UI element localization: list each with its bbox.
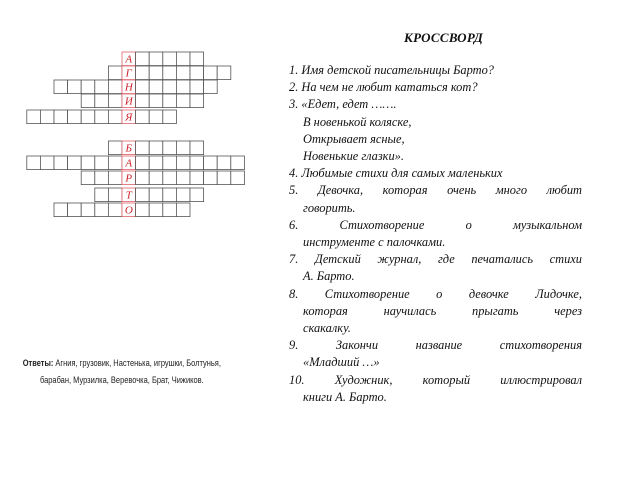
clue-item [289, 165, 582, 182]
crossword-cell [163, 66, 177, 80]
crossword-cell [204, 80, 218, 94]
clue-item [289, 286, 582, 338]
clue-line: Открывает ясные, [303, 131, 405, 146]
clue-line: 10. Художник, который иллюстрировал [289, 372, 582, 387]
top-word-letter: Н [124, 81, 133, 94]
crossword-cell [217, 171, 231, 185]
clue-item [289, 79, 582, 96]
crossword-cell [95, 203, 109, 217]
answers-block [22, 355, 222, 389]
crossword-cell [54, 156, 68, 170]
clue-item [289, 372, 582, 406]
bottom-word-letter: О [124, 204, 133, 217]
crossword-cell [163, 52, 177, 66]
crossword-cell [149, 66, 163, 80]
clue-line: 7. Детский журнал, где печатались стихи [289, 252, 582, 267]
crossword-cell [149, 171, 163, 185]
crossword-cell [149, 110, 163, 124]
clue-item [289, 217, 582, 251]
crossword-cell [190, 156, 204, 170]
top-word-letter: Г [125, 67, 132, 80]
crossword-cell [68, 110, 82, 124]
crossword-cell [163, 171, 177, 185]
crossword-cell [27, 110, 41, 124]
clue-line: 8. Стихотворение о девочке Лидочке, [289, 286, 582, 301]
crossword-cell [149, 156, 163, 170]
crossword-cell [136, 94, 150, 108]
crossword-cell [149, 52, 163, 66]
clue-line: Новенькие глазки». [303, 149, 404, 164]
clue-line: 2. На чем не любит кататься кот? [289, 80, 478, 95]
crossword-cell [108, 80, 122, 94]
crossword-cell [95, 156, 109, 170]
page-title: КРОССВОРД [404, 30, 483, 45]
crossword-cell [176, 171, 190, 185]
crossword-cell [108, 203, 122, 217]
top-word-letter: А [125, 53, 133, 66]
crossword-cell [108, 171, 122, 185]
crossword-cell [136, 66, 150, 80]
crossword-cell [81, 203, 95, 217]
crossword-cell [95, 188, 109, 202]
crossword-cell [81, 80, 95, 94]
crossword-cell [95, 94, 109, 108]
crossword-cell [136, 80, 150, 94]
clue-line: 6. Стихотворение о музыкальном [289, 217, 582, 232]
crossword-cell [136, 52, 150, 66]
crossword-cell [40, 156, 54, 170]
crossword-cell [176, 66, 190, 80]
crossword-cell [95, 110, 109, 124]
clue-line: 4. Любимые стихи для самых маленьких [289, 166, 503, 181]
crossword-cell [108, 66, 122, 80]
crossword-cell [54, 110, 68, 124]
crossword-cell [176, 156, 190, 170]
crossword-cell [108, 110, 122, 124]
crossword-cell [163, 188, 177, 202]
bottom-word-letter: А [125, 157, 133, 170]
crossword-cell [176, 80, 190, 94]
crossword-cell [81, 110, 95, 124]
clue-line: 3. «Едет, едет ……. [289, 97, 397, 112]
crossword-cell [81, 156, 95, 170]
top-word-letter: Я [125, 111, 133, 124]
clue-line: книги А. Барто. [303, 389, 387, 404]
crossword-cell [136, 171, 150, 185]
crossword-cell [217, 66, 231, 80]
crossword-cell [204, 156, 218, 170]
crossword-cell [163, 141, 177, 155]
clue-item [289, 182, 582, 216]
clue-line: которая научилась прыгать через [303, 303, 582, 318]
clue-line: 5. Девочка, которая очень много любит [289, 183, 582, 198]
clue-line: «Младший …» [303, 355, 380, 370]
crossword-cell [176, 203, 190, 217]
crossword-cell [204, 171, 218, 185]
crossword-cell [190, 80, 204, 94]
crossword-cell [190, 52, 204, 66]
crossword-cell [204, 66, 218, 80]
crossword-cell [108, 156, 122, 170]
crossword-cell [54, 203, 68, 217]
crossword-cell [68, 80, 82, 94]
crossword-cell [40, 110, 54, 124]
bottom-word-letter: Р [125, 172, 133, 185]
crossword-cell [190, 171, 204, 185]
crossword-cell [190, 94, 204, 108]
clue-line: А. Барто. [303, 269, 355, 284]
crossword-cell [149, 94, 163, 108]
bottom-word-letter: Т [125, 189, 132, 202]
crossword-cell [95, 80, 109, 94]
bottom-word-letter: Б [125, 142, 133, 155]
crossword-cell [136, 156, 150, 170]
crossword-cell [190, 141, 204, 155]
crossword-cell [136, 188, 150, 202]
crossword-cell [54, 80, 68, 94]
crossword-cell [81, 94, 95, 108]
crossword-cell [176, 94, 190, 108]
clue-line: 9. Закончи название стихотворения [289, 338, 582, 353]
clue-item [289, 96, 582, 165]
crossword-cell [190, 188, 204, 202]
answers-text: Агния, грузовик, Настенька, игрушки, Болтунья, барабан, Мурзилка, Веревочка, Брат, Чижиков. [39, 358, 221, 386]
crossword-cell [149, 80, 163, 94]
clue-line: инструменте с палочками. [303, 235, 446, 250]
crossword-cell [163, 94, 177, 108]
crossword-cell [136, 110, 150, 124]
crossword-cell [149, 203, 163, 217]
crossword-cell [81, 171, 95, 185]
crossword-cell [95, 171, 109, 185]
crossword-cell [163, 80, 177, 94]
clue-line: скакалку. [303, 321, 351, 336]
clue-line: В новенькой коляске, [303, 114, 412, 129]
clue-line: говорить. [303, 200, 356, 215]
crossword-cell [68, 203, 82, 217]
crossword-cell [68, 156, 82, 170]
crossword-cell [163, 156, 177, 170]
clue-item [289, 62, 582, 79]
clue-item [289, 251, 582, 285]
crossword-cell [176, 188, 190, 202]
crossword-cell [176, 52, 190, 66]
crossword-cell [136, 141, 150, 155]
crossword-cell [176, 141, 190, 155]
top-word-letter: И [124, 95, 133, 108]
crossword-cell [163, 110, 177, 124]
crossword-cell [149, 141, 163, 155]
clue-list [289, 62, 582, 406]
clue-item [289, 337, 582, 371]
crossword-cell [190, 66, 204, 80]
crossword-cell [136, 203, 150, 217]
crossword-cell [231, 171, 245, 185]
crossword-cell [27, 156, 41, 170]
crossword-cell [108, 94, 122, 108]
crossword-cell [108, 188, 122, 202]
crossword-cell [149, 188, 163, 202]
crossword-cell [108, 141, 122, 155]
crossword-cell [217, 156, 231, 170]
crossword-cell [163, 203, 177, 217]
answers-label: Ответы: [22, 358, 54, 369]
crossword-cell [231, 156, 245, 170]
clue-line: 1. Имя детской писательницы Барто? [289, 63, 494, 77]
